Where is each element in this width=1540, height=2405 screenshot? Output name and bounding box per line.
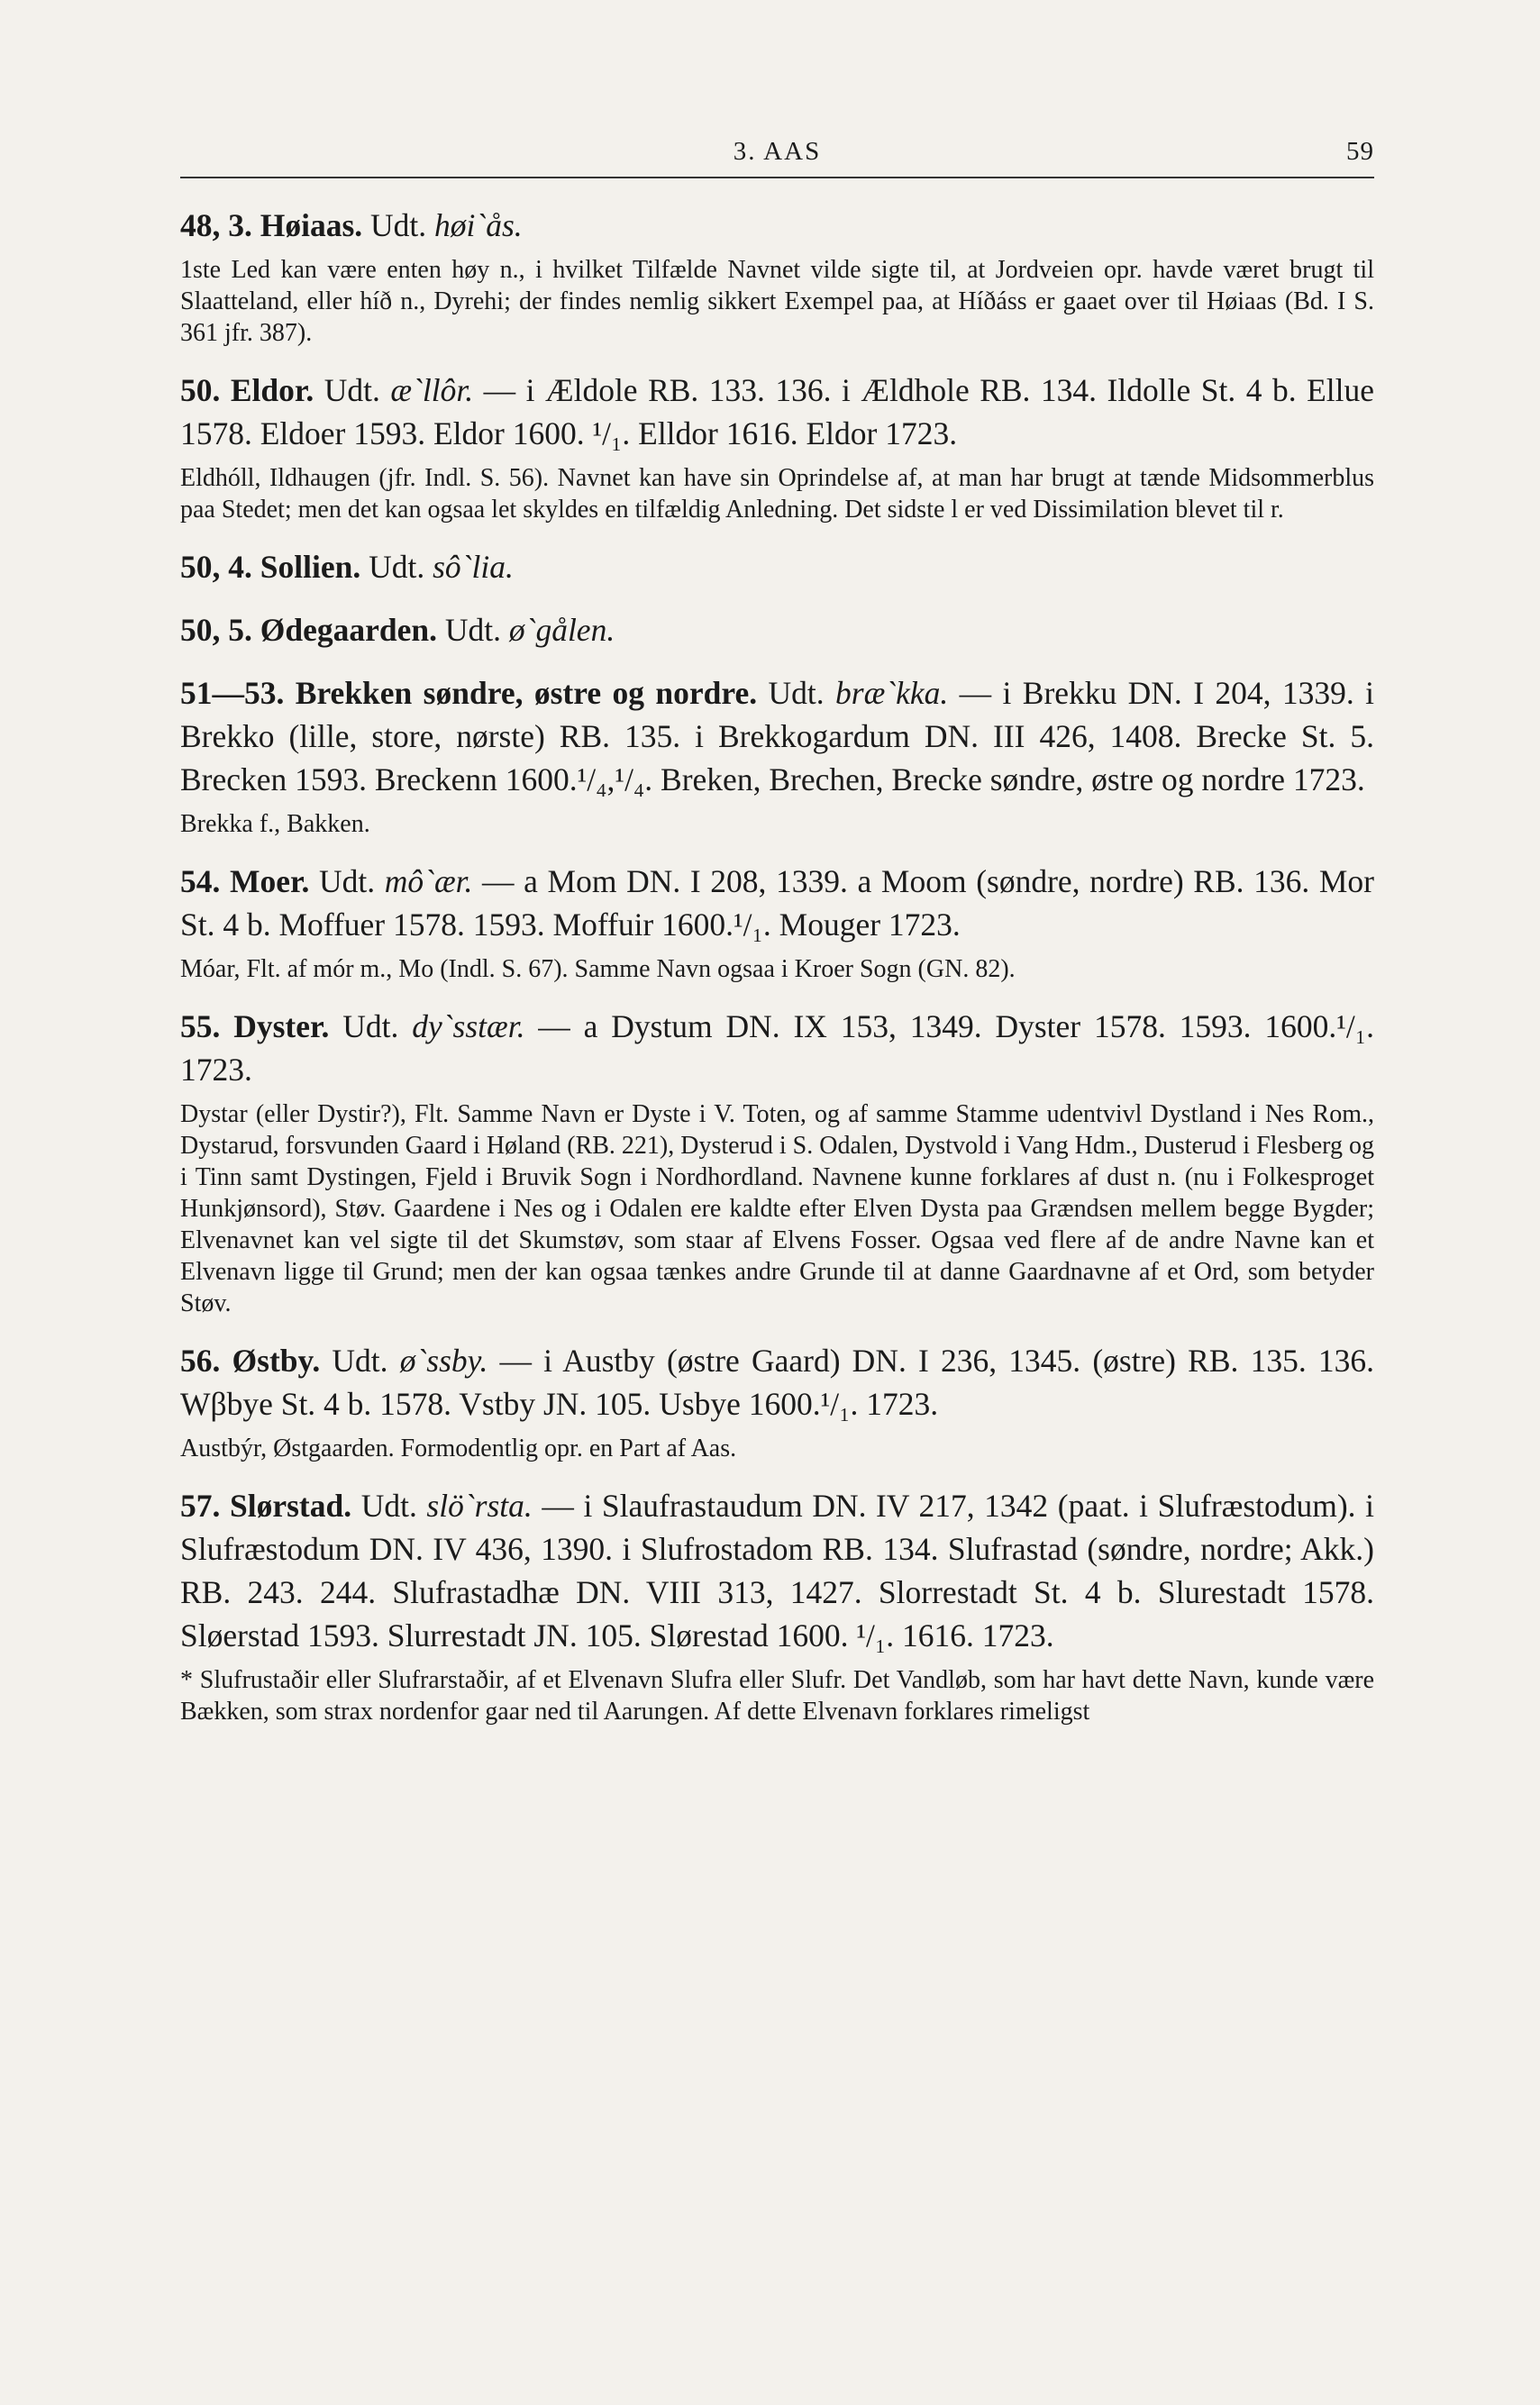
entry-number: 57. bbox=[180, 1488, 221, 1524]
entry-main bbox=[180, 1484, 1374, 1657]
entry-note: * Slufrustaðir eller Slufrarstaðir, af et Elvenavn Slufra eller Slufr. Det Vandløb, som har havt dette Navn, kunde være Bækken, som strax nordenfor gaar ned til Aarungen. Af dette Elvenavn forklares rimeligst bbox=[180, 1666, 1374, 1726]
entry-main bbox=[180, 204, 1374, 247]
entry-main bbox=[180, 1005, 1374, 1091]
farm-name: Ødegaarden. bbox=[260, 612, 437, 648]
entry bbox=[180, 204, 1374, 349]
pronunciation-label: Udt. bbox=[369, 549, 425, 585]
entry bbox=[180, 671, 1374, 840]
running-header bbox=[180, 135, 1374, 178]
pronunciation-label: Udt. bbox=[342, 1008, 399, 1044]
entry-number: 55. bbox=[180, 1008, 221, 1044]
entry bbox=[180, 608, 1374, 651]
page bbox=[180, 135, 1374, 1747]
pronunciation-label: Udt. bbox=[323, 372, 380, 408]
pronunciation-label: Udt. bbox=[444, 612, 501, 648]
farm-name: Slørstad. bbox=[229, 1488, 352, 1524]
entry-main bbox=[180, 369, 1374, 455]
pronunciation: sô`lia. bbox=[433, 549, 514, 585]
entry-main bbox=[180, 545, 1374, 588]
entry bbox=[180, 1484, 1374, 1727]
section-title: 3. AAS bbox=[733, 137, 822, 166]
entry-note: Móar, Flt. af mór m., Mo (Indl. S. 67). Samme Navn ogsaa i Kroer Sogn (GN. 82). bbox=[180, 955, 1016, 983]
pronunciation: bræ`kka. bbox=[835, 675, 949, 711]
pronunciation-label: Udt. bbox=[768, 675, 825, 711]
entry-number: 51—53. bbox=[180, 675, 285, 711]
entry-main bbox=[180, 671, 1374, 801]
farm-name: Sollien. bbox=[260, 549, 361, 585]
entry bbox=[180, 545, 1374, 588]
pronunciation-label: Udt. bbox=[319, 863, 376, 899]
farm-name: Dyster. bbox=[233, 1008, 330, 1044]
farm-name: Brekken søndre, østre og nordre. bbox=[295, 675, 758, 711]
entry-forms: — a Dystum DN. IX 153, 1349. Dyster 1578. 1593. 1600.¹/₁. 1723. bbox=[180, 1008, 1375, 1088]
pronunciation: ø`gålen. bbox=[508, 612, 615, 648]
entry-forms: — i Austby (østre Gaard) DN. I 236, 1345. (østre) RB. 135. 136. Wβbye St. 4 b. 1578. Vstby JN. 105. Usbye 1600.¹/₁. 1723. bbox=[180, 1343, 1374, 1422]
entry-number: 50. bbox=[180, 372, 221, 408]
entry bbox=[180, 1005, 1374, 1319]
entry bbox=[180, 369, 1374, 525]
entry-number: 48, 3. bbox=[180, 207, 252, 243]
entry-note: Dystar (eller Dystir?), Flt. Samme Navn er Dyste i V. Toten, og af samme Stamme udentvivl Dystland i Nes Rom., Dystarud, forsvunden Gaard i Høland (RB. 221), Dysterud i S. Odalen, Dystvold i Vang Hdm., Dusterud i Flesberg og i Tinn samt Dystingen, Fjeld i Bruvik Sogn i Nordhordland. Navnene kunne forklares af dust n. (nu i Folkesproget Hunkjønsord), Støv. Gaardene i Nes og i Odalen ere kaldte efter Elven Dysta paa Grændsen mellem begge Bygder; Elvenavnet kan vel sigte til det Skumstøv, som staar af Elvens Fosser. Ogsaa ved flere af de andre Navne kan et Elvenavn ligge til Grund; men der kan ogsaa tænkes andre Grunde til at danne Gaardnavne af et Ord, som betyder Støv. bbox=[180, 1100, 1374, 1317]
entry-note: Austbýr, Østgaarden. Formodentlig opr. en Part af Aas. bbox=[180, 1435, 737, 1462]
pronunciation-label: Udt. bbox=[332, 1343, 388, 1379]
farm-name: Høiaas. bbox=[260, 207, 363, 243]
entry-forms: — i Brekku DN. I 204, 1339. i Brekko (lille, store, nørste) RB. 135. i Brekkogardum DN. III 426, 1408. Brecke St. 5. Brecken 1593. Breckenn 1600.¹/₄,¹/₄. Breken, Brechen, Brecke søndre, østre og nordre 1723. bbox=[180, 675, 1375, 797]
entry-main bbox=[180, 860, 1374, 946]
entry-main bbox=[180, 1339, 1374, 1426]
entry-number: 56. bbox=[180, 1343, 221, 1379]
entry-number: 54. bbox=[180, 863, 221, 899]
pronunciation-label: Udt. bbox=[370, 207, 427, 243]
entry-note: Brekka f., Bakken. bbox=[180, 810, 370, 838]
entry-forms: — a Mom DN. I 208, 1339. a Moom (søndre, nordre) RB. 136. Mor St. 4 b. Moffuer 1578. 1593. Moffuir 1600.¹/₁. Mouger 1723. bbox=[180, 863, 1375, 943]
entry-forms: — i Slaufrastaudum DN. IV 217, 1342 (paat. i Slufræstodum). i Slufræstodum DN. IV 436, 1390. i Slufrostadom RB. 134. Slufrastad (søndre, nordre; Akk.) RB. 243. 244. Slufrastadhæ DN. VIII 313, 1427. Slorrestadt St. 4 b. Slurestadt 1578. Sløerstad 1593. Slurrestadt JN. 105. Slørestad 1600. ¹/₁. 1616. 1723. bbox=[180, 1488, 1375, 1653]
entry-forms: — i Ældole RB. 133. 136. i Ældhole RB. 134. Ildolle St. 4 b. Ellue 1578. Eldoer 1593. Eldor 1600. ¹/₁. Elldor 1616. Eldor 1723. bbox=[180, 372, 1374, 451]
farm-name: Eldor. bbox=[230, 372, 314, 408]
entry-number: 50, 5. bbox=[180, 612, 252, 648]
entry-number: 50, 4. bbox=[180, 549, 252, 585]
page-number: 59 bbox=[1346, 137, 1374, 166]
entry-main bbox=[180, 608, 1374, 651]
entry bbox=[180, 1339, 1374, 1464]
pronunciation: mô`ær. bbox=[384, 863, 473, 899]
pronunciation: dy`sstær. bbox=[412, 1008, 525, 1044]
entry bbox=[180, 860, 1374, 985]
entries bbox=[180, 204, 1374, 1727]
farm-name: Moer. bbox=[230, 863, 310, 899]
farm-name: Østby. bbox=[232, 1343, 321, 1379]
entry-note: 1ste Led kan være enten høy n., i hvilket Tilfælde Navnet vilde sigte til, at Jordveien opr. havde været brugt til Slaatteland, eller híð n., Dyrehi; der findes nemlig sikkert Exempel paa, at Híðáss er gaaet over til Høiaas (Bd. I S. 361 jfr. 387). bbox=[180, 256, 1374, 347]
pronunciation: høi`ås. bbox=[434, 207, 523, 243]
pronunciation: æ`llôr. bbox=[390, 372, 474, 408]
pronunciation: ø`ssby. bbox=[399, 1343, 488, 1379]
pronunciation: slö`rsta. bbox=[426, 1488, 533, 1524]
pronunciation-label: Udt. bbox=[360, 1488, 417, 1524]
entry-note: Eldhóll, Ildhaugen (jfr. Indl. S. 56). Navnet kan have sin Oprindelse af, at man har brugt at tænde Midsommerblus paa Stedet; men det kan ogsaa let skyldes en tilfældig Anledning. Det sidste l er ved Dissimilation blevet til r. bbox=[180, 464, 1374, 524]
